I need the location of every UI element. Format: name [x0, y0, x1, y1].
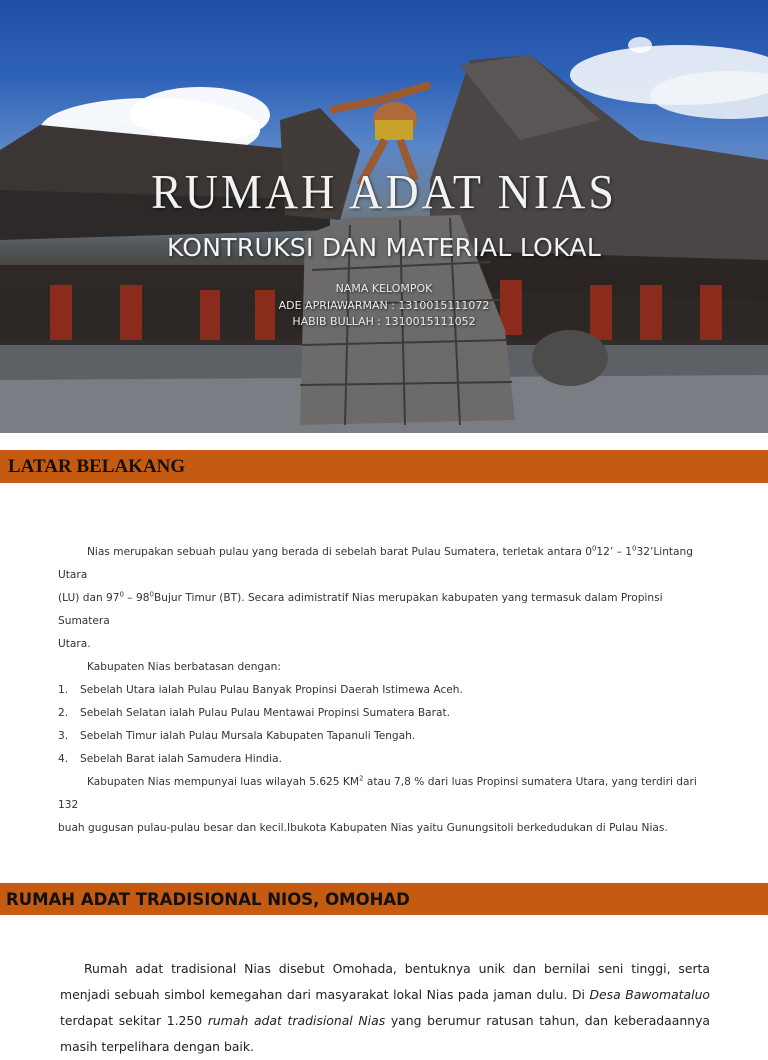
paragraph: Kabupaten Nias berbatasan dengan:	[87, 661, 281, 673]
text-run: atau 7,8 % dari luas Propinsi sumatera Utara, yang terdiri dari 132	[58, 776, 697, 811]
cover-subtitle: KONTRUKSI DAN MATERIAL LOKAL	[166, 233, 602, 262]
list-text: Sebelah Timur ialah Pulau Mursala Kabupaten Tapanuli Tengah.	[80, 730, 416, 742]
text-run: 12’ – 1	[596, 546, 633, 558]
text-run: terdapat sekitar 1.250	[60, 1013, 208, 1028]
superscript: 2	[359, 774, 364, 783]
paragraph: buah gugusan pulau-pulau besar dan kecil.Ibukota Kabupaten Nias yaitu Gunungsitoli berkedudukan di Pulau Nias.	[58, 822, 668, 834]
paragraph	[58, 541, 708, 587]
paragraph	[60, 956, 710, 1060]
group-credits	[0, 281, 768, 331]
rumah-adat-body	[60, 956, 710, 1060]
superscript: 0	[119, 590, 125, 599]
list-item	[58, 679, 708, 702]
section-heading-rumah-adat: RUMAH ADAT TRADISIONAL NIOS, OMOHAD	[0, 883, 768, 915]
list-number: 2.	[58, 707, 69, 719]
italic-place-name: Desa Bawomataluo	[589, 987, 711, 1002]
list-item	[58, 725, 708, 748]
text-run: yang berumur ratusan tahun, dan keberadaannya masih terpelihara dengan baik.	[60, 1013, 710, 1054]
list-text: Sebelah Barat ialah Samudera Hindia.	[80, 753, 282, 765]
latar-belakang-body	[58, 541, 708, 840]
text-run: Bujur Timur (BT). Secara adimistratif Nias merupakan kabupaten yang termasuk dalam Propinsi Sumatera	[58, 592, 663, 627]
superscript: 0	[591, 544, 597, 553]
paragraph	[58, 587, 708, 633]
text-run: – 98	[124, 592, 150, 604]
paragraph	[58, 771, 708, 817]
text-run: Kabupaten Nias mempunyai luas wilayah 5.625 KM	[87, 776, 359, 788]
section-heading-latar-belakang: LATAR BELAKANG	[0, 450, 768, 483]
italic-term: rumah adat tradisional Nias	[207, 1013, 386, 1028]
group-member: ADE APRIAWARMAN : 1310015111072	[278, 298, 490, 312]
list-text: Sebelah Selatan ialah Pulau Pulau Mentawai Propinsi Sumatera Barat.	[80, 707, 450, 719]
list-item	[58, 748, 708, 771]
list-number: 1.	[58, 684, 69, 696]
group-label: NAMA KELOMPOK	[335, 282, 433, 295]
text-run: 32’Lintang Utara	[58, 546, 693, 581]
list-number: 4.	[58, 753, 69, 765]
cover-photo	[0, 0, 768, 433]
list-item	[58, 702, 708, 725]
paragraph: Utara.	[58, 638, 91, 650]
list-number: 3.	[58, 730, 69, 742]
cover-title: RUMAH ADAT NIAS	[151, 164, 617, 219]
text-run: Rumah adat tradisional Nias disebut Omohada, bentuknya unik dan bernilai seni tinggi, serta menjadi sebuah simbol kemegahan dari masyarakat lokal Nias pada jaman dulu. Di	[60, 961, 710, 1002]
text-run: Nias merupakan sebuah pulau yang berada di sebelah barat Pulau Sumatera, terletak antara 0	[87, 546, 592, 558]
superscript: 0	[632, 544, 637, 553]
superscript: 0	[149, 590, 154, 599]
group-member: HABIB BULLAH : 1310015111052	[292, 315, 476, 328]
list-text: Sebelah Utara ialah Pulau Pulau Banyak Propinsi Daerah Istimewa Aceh.	[80, 684, 463, 696]
text-run: (LU) dan 97	[58, 592, 120, 604]
